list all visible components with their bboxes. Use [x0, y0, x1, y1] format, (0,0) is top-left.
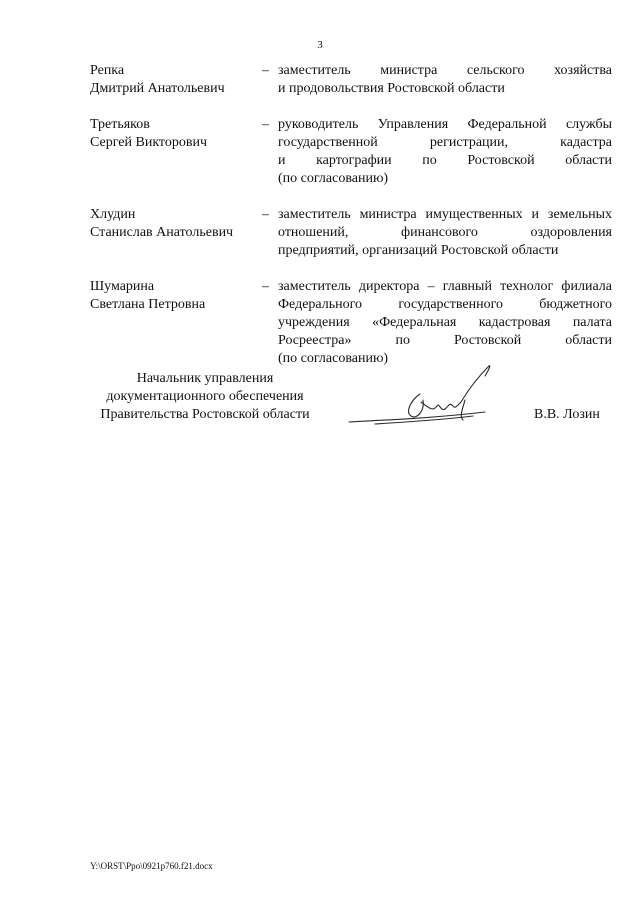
member-name	[90, 62, 262, 98]
signoff-position-line: документационного обеспечения	[106, 389, 304, 404]
member-role-line: государственной регистрации, кадастра	[278, 135, 612, 150]
member-role	[278, 116, 612, 188]
member-role-line: и продовольствия Ростовской области	[278, 81, 505, 96]
footer-file-path: Y:\ORST\Ppo\0921p760.f21.docx	[90, 861, 213, 871]
member-role-line: Федерального государственного бюджетного	[278, 297, 612, 312]
member-role	[278, 278, 612, 368]
member-surname: Третьяков	[90, 117, 150, 132]
member-surname: Репка	[90, 63, 125, 78]
member-entry	[90, 62, 612, 98]
handwritten-signature	[345, 362, 495, 432]
member-role-line: заместитель министра имущественных и земельных	[278, 207, 612, 222]
member-name	[90, 278, 262, 368]
member-role-line: руководитель Управления Федеральной службы	[278, 117, 612, 132]
member-entry	[90, 278, 612, 368]
page-number: 3	[317, 39, 323, 51]
member-dash: –	[262, 207, 269, 222]
member-role-line: заместитель директора – главный технолог филиала	[278, 279, 612, 294]
member-list	[90, 62, 612, 368]
member-dash: –	[262, 63, 269, 78]
member-role-line: отношений, финансового оздоровления	[278, 225, 612, 240]
member-entry	[90, 206, 612, 260]
member-role-line: и картографии по Ростовской области	[278, 153, 612, 168]
member-role-line: (по согласованию)	[278, 171, 389, 186]
member-role-line: учреждения «Федеральная кадастровая палата	[278, 315, 612, 330]
member-dash: –	[262, 117, 269, 132]
member-role-line: (по согласованию)	[278, 351, 389, 366]
member-given-names: Сергей Викторович	[90, 135, 208, 150]
member-surname: Шумарина	[90, 279, 155, 294]
member-role	[278, 62, 612, 98]
member-role	[278, 206, 612, 260]
member-name	[90, 116, 262, 188]
signoff-position-line: Начальник управления	[136, 371, 274, 386]
member-dash: –	[262, 279, 269, 294]
member-entry	[90, 116, 612, 188]
signoff-position	[90, 370, 320, 424]
member-name	[90, 206, 262, 260]
member-role-line: заместитель министра сельского хозяйства	[278, 63, 612, 78]
member-given-names: Дмитрий Анатольевич	[90, 81, 225, 96]
signer-name: В.В. Лозин	[534, 407, 600, 422]
member-role-line: Росреестра» по Ростовской области	[278, 333, 612, 348]
signoff-position-line: Правительства Ростовской области	[100, 407, 310, 422]
member-surname: Хлудин	[90, 207, 136, 222]
member-role-line: предприятий, организаций Ростовской области	[278, 243, 559, 258]
member-given-names: Светлана Петровна	[90, 297, 206, 312]
member-given-names: Станислав Анатольевич	[90, 225, 234, 240]
